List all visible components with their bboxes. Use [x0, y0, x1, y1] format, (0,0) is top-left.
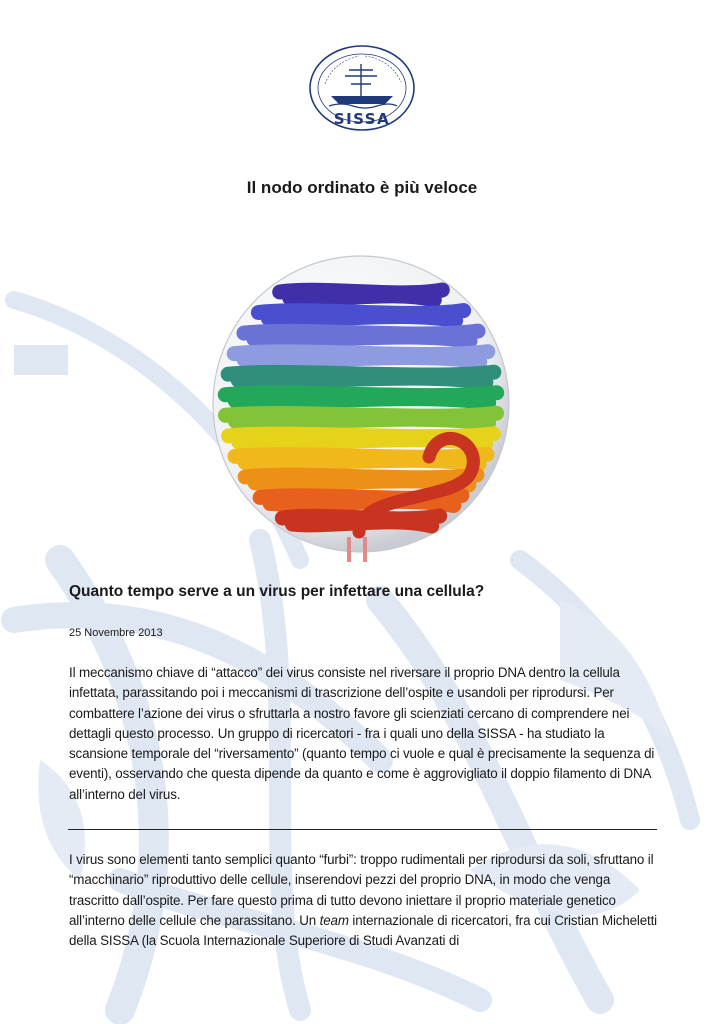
dna-strand-3: [244, 331, 478, 341]
paragraph-body-part2: internazionale di ricercatori, fra cui Cristian Micheletti della SISSA (la Scuola Internazionale Superiore di Studi Avanzati di: [69, 912, 658, 949]
dna-strand-5: [228, 372, 494, 382]
logo-wordmark: SISSA: [333, 110, 391, 128]
article-subtitle: Quanto tempo serve a un virus per infettare una cellula?: [69, 583, 485, 600]
paragraph-body: [69, 850, 659, 951]
paragraph-intro: Il meccanismo chiave di “attacco” dei virus consiste nel riversare il proprio DNA dentro la cellula infettata, parassitando poi i meccanismi di trascrizione dell’ospite e usandoli per riprodursi. Per combattere l’azione dei virus o sfruttarla a nostro favore gli scienziati cercano di comprendere nei dettagli questo processo. Un gruppo di ricercatori - fra i quali uno della SISSA - ha studiato la scansione temporale del “riversamento” (quanto tempo ci vuole e qual è precisamente la sequenza di eventi), osservando che questa dipende da quanto e come è aggrovigliato il doppio filamento di DNA all’interno del virus.: [69, 665, 655, 802]
dna-strand-2: [258, 311, 463, 321]
divider-line: [68, 829, 657, 830]
dna-strand-6: [225, 393, 496, 403]
article-date: 25 Novembre 2013: [69, 627, 163, 639]
dna-strand-1: [280, 290, 443, 300]
paragraph-body-emphasis: team: [319, 912, 349, 928]
dna-sphere-image: [209, 252, 515, 562]
dna-strand-7: [225, 413, 496, 423]
page-title: Il nodo ordinato è più veloce: [246, 178, 478, 197]
dna-strand-9: [235, 454, 487, 464]
dna-strand-4: [234, 352, 488, 362]
sissa-logo: [301, 44, 423, 134]
dna-strand-10: [245, 475, 477, 485]
paragraph-body-part1: I virus sono elementi tanto semplici quanto “furbi”: troppo rudimentali per riprodursi da soli, sfruttano il “macchinario” riproduttivo delle cellule, inserendovi pezzi del proprio DNA, in modo che venga trascritto dall’ospite. Per fare questo prima di tutto devono iniettare il proprio materiale genetico all’interno delle cellule che parassitano. Un: [69, 852, 654, 928]
